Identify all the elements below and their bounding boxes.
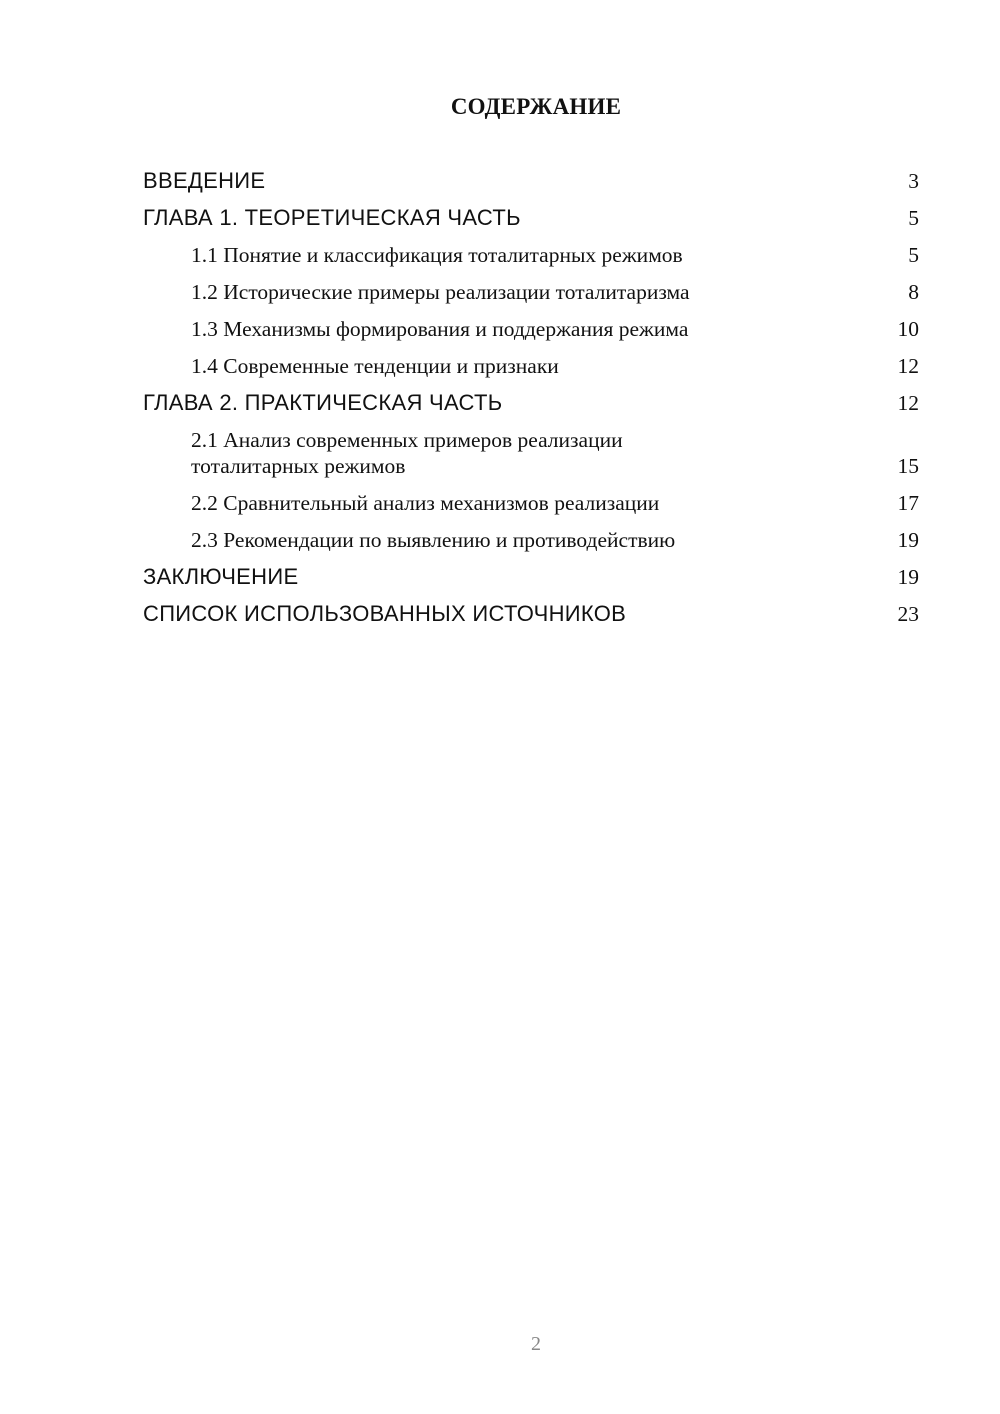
page-number: 2 [531, 1333, 541, 1355]
toc-entry-conclusion [143, 564, 919, 590]
toc-entry-page: 17 [897, 491, 919, 515]
toc-entry-section-2-3 [143, 527, 919, 553]
toc-entry-page: 12 [897, 354, 919, 378]
toc-entry-label: 2.1 Анализ современных примеров реализации тоталитарных режимов [191, 428, 623, 478]
toc-entry-label: 1.2 Исторические примеры реализации тоталитаризма [191, 280, 690, 304]
toc-entry-label: 1.1 Понятие и классификация тоталитарных режимов [191, 243, 683, 267]
toc-entry-introduction [143, 168, 919, 194]
toc-entry-page: 5 [908, 206, 919, 230]
toc-entry-label: 1.4 Современные тенденции и признаки [191, 354, 559, 378]
toc-entry-chapter-1 [143, 205, 919, 231]
toc-entry-page: 12 [897, 391, 919, 415]
toc-entry-label: 1.3 Механизмы формирования и поддержания режима [191, 317, 689, 341]
toc-entry-label: СПИСОК ИСПОЛЬЗОВАННЫХ ИСТОЧНИКОВ [143, 601, 627, 626]
toc-entry-label: ГЛАВА 2. ПРАКТИЧЕСКАЯ ЧАСТЬ [143, 390, 503, 415]
toc-entry-section-2-1 [143, 427, 919, 479]
toc-entry-page: 19 [897, 528, 919, 552]
toc-entry-page: 5 [908, 243, 919, 267]
toc-entry-chapter-2 [143, 390, 919, 416]
toc-entry-page: 10 [897, 317, 919, 341]
toc-entry-section-2-2 [143, 490, 919, 516]
toc-entry-page: 15 [897, 454, 919, 478]
toc-entry-page: 19 [897, 565, 919, 589]
toc-list [143, 168, 919, 638]
toc-entry-section-1-4 [143, 353, 919, 379]
toc-entry-label: 2.3 Рекомендации по выявлению и противодействию [191, 528, 676, 552]
toc-entry-page: 23 [897, 602, 919, 626]
toc-entry-page: 8 [908, 280, 919, 304]
toc-entry-label: ЗАКЛЮЧЕНИЕ [143, 564, 299, 589]
toc-entry-references [143, 601, 919, 627]
toc-entry-label: ВВЕДЕНИЕ [143, 168, 266, 193]
toc-entry-section-1-1 [143, 242, 919, 268]
toc-entry-label: ГЛАВА 1. ТЕОРЕТИЧЕСКАЯ ЧАСТЬ [143, 205, 521, 230]
toc-entry-page: 3 [908, 169, 919, 193]
toc-entry-section-1-2 [143, 279, 919, 305]
toc-entry-label: 2.2 Сравнительный анализ механизмов реализации [191, 491, 660, 515]
toc-entry-section-1-3 [143, 316, 919, 342]
toc-title: СОДЕРЖАНИЕ [450, 94, 622, 119]
